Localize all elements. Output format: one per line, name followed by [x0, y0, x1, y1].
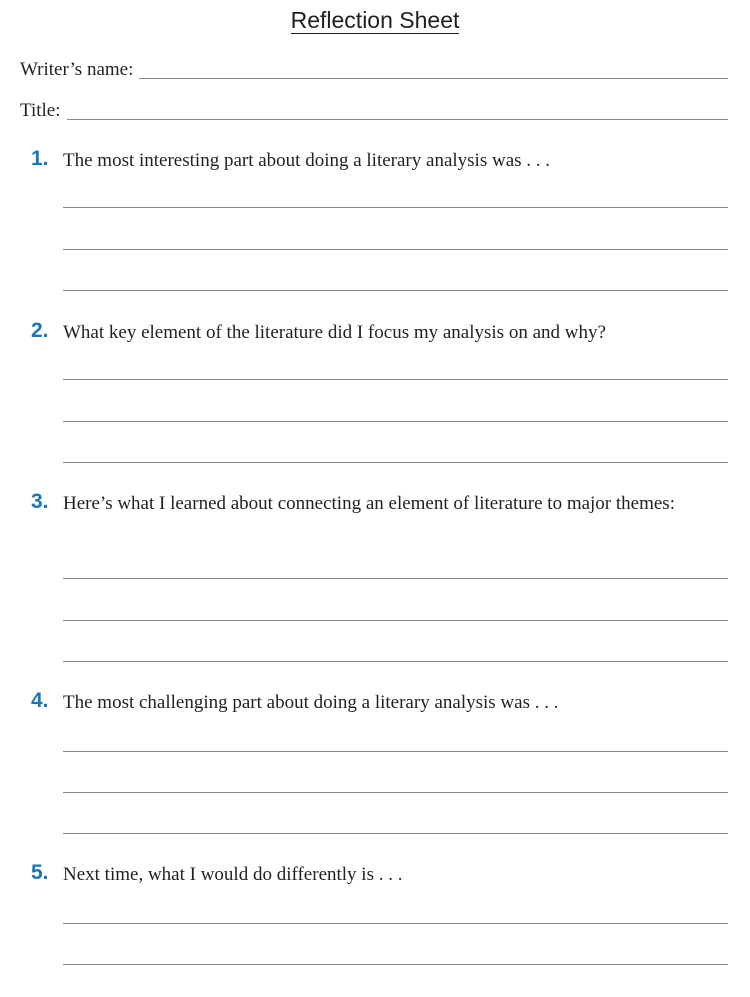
writer-name-label: Writer’s name: — [20, 59, 134, 80]
answer-line[interactable] — [63, 620, 728, 621]
question-4 — [31, 689, 728, 716]
page-title — [0, 5, 750, 35]
question-5 — [31, 861, 728, 888]
question-number: 5. — [31, 861, 49, 884]
question-text: Here’s what I learned about connecting an element of literature to major themes: — [63, 493, 675, 514]
title-field[interactable] — [20, 100, 728, 122]
question-number: 3. — [31, 490, 49, 513]
answer-line[interactable] — [63, 421, 728, 422]
answer-line[interactable] — [63, 833, 728, 834]
answer-line[interactable] — [63, 462, 728, 463]
answer-line[interactable] — [63, 661, 728, 662]
question-number: 1. — [31, 147, 49, 170]
question-number: 2. — [31, 319, 49, 342]
question-1 — [31, 147, 728, 174]
answer-line[interactable] — [63, 578, 728, 579]
answer-line[interactable] — [63, 964, 728, 965]
title-line[interactable] — [67, 119, 729, 120]
answer-line[interactable] — [63, 751, 728, 752]
answer-line[interactable] — [63, 207, 728, 208]
answer-line[interactable] — [63, 379, 728, 380]
answer-line[interactable] — [63, 249, 728, 250]
answer-line[interactable] — [63, 923, 728, 924]
writer-name-line[interactable] — [139, 78, 728, 79]
page-title-text: Reflection Sheet — [290, 7, 460, 33]
question-text: The most interesting part about doing a literary analysis was . . . — [63, 150, 551, 171]
question-2 — [31, 319, 728, 346]
question-text: What key element of the literature did I focus my analysis on and why? — [63, 322, 606, 343]
question-text: The most challenging part about doing a literary analysis was . . . — [63, 692, 559, 713]
writer-name-field[interactable] — [20, 59, 728, 81]
answer-line[interactable] — [63, 290, 728, 291]
question-number: 4. — [31, 689, 49, 712]
title-label: Title: — [20, 100, 61, 121]
question-3 — [31, 490, 728, 517]
question-text: Next time, what I would do differently is . . . — [63, 864, 403, 885]
answer-line[interactable] — [63, 792, 728, 793]
